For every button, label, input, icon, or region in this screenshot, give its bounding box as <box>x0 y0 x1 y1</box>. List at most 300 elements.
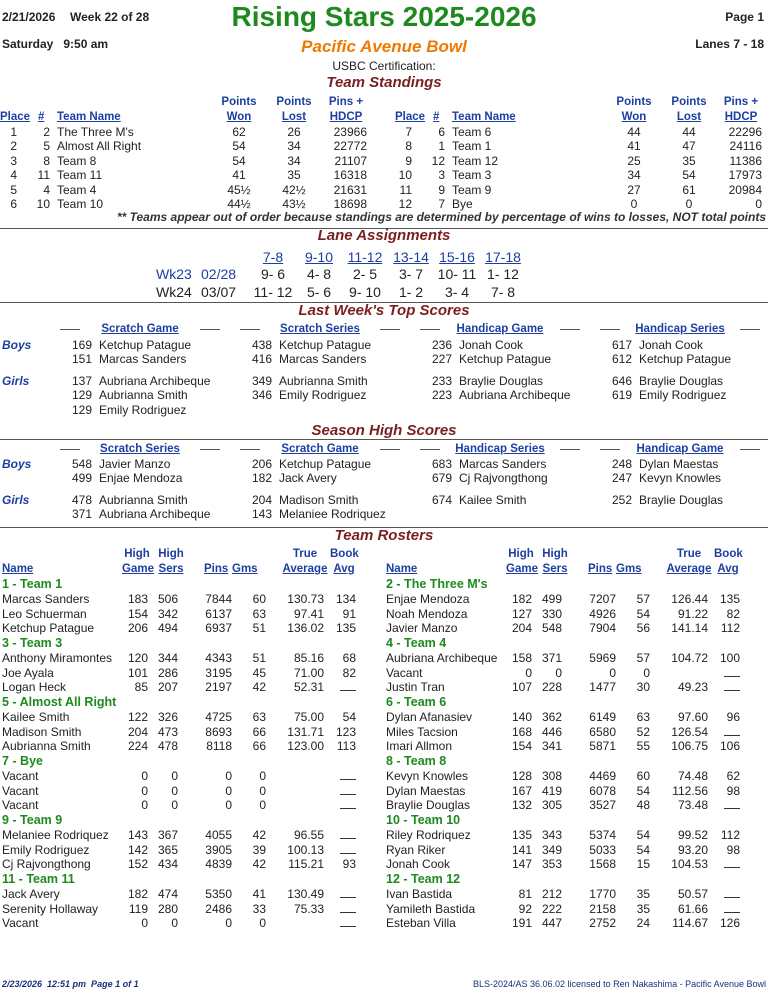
player-name: Vacant <box>2 783 39 798</box>
book-average: 135 <box>335 621 356 636</box>
score-entry <box>428 457 603 471</box>
roster-row <box>384 902 764 916</box>
place: 3 <box>10 153 17 168</box>
high-series: 286 <box>157 665 178 680</box>
col-header-pins: Pins <box>204 563 229 575</box>
lane-matchup: 1- 2 <box>398 284 424 300</box>
true-average: 136.02 <box>287 621 324 636</box>
high-series: 548 <box>541 621 562 636</box>
high-game: 85 <box>134 680 148 695</box>
team-header: 6 - Team 6 <box>386 695 447 709</box>
score: 129 <box>71 388 92 403</box>
week-date: 02/28 <box>201 266 237 282</box>
score-entry <box>248 388 423 402</box>
games: 54 <box>636 842 650 857</box>
book-average: 62 <box>726 769 740 783</box>
games: 54 <box>636 606 650 621</box>
pins: 4725 <box>205 710 232 724</box>
pins: 3195 <box>205 665 232 680</box>
lane-matchup: 11- 12 <box>253 284 293 300</box>
col-header-ta: Average <box>282 563 328 575</box>
pins: 4055 <box>205 828 232 842</box>
col-header-num: # <box>433 111 440 123</box>
place: 1 <box>10 125 17 139</box>
category-header: Scratch Series <box>80 443 200 455</box>
points-lost: 35 <box>287 168 301 183</box>
high-game: 154 <box>127 606 148 621</box>
games: 60 <box>636 769 650 783</box>
col-header-num: # <box>38 111 45 123</box>
pins: 7207 <box>589 592 616 606</box>
bowler-name: Jonah Cook <box>639 338 704 352</box>
true-average: 99.52 <box>677 828 708 842</box>
blank-line <box>724 681 740 691</box>
score: 137 <box>71 374 92 388</box>
player-name: Kevyn Knowles <box>386 769 469 783</box>
team-name: Team 10 <box>57 197 104 211</box>
bowler-name: Aubriana Archibeque <box>99 374 211 388</box>
high-series: 419 <box>541 783 562 798</box>
high-game: 81 <box>518 887 532 901</box>
pins-hdcp: 18698 <box>333 197 367 211</box>
high-game: 147 <box>511 857 532 872</box>
book-average <box>330 769 356 783</box>
high-series: 0 <box>171 798 178 813</box>
player-name: Javier Manzo <box>386 621 458 636</box>
book-average: 68 <box>342 651 356 665</box>
high-series: 330 <box>541 606 562 621</box>
season-high-title: Season High Scores <box>311 422 457 439</box>
high-series: 280 <box>157 901 178 916</box>
games: 63 <box>252 710 266 724</box>
player-name: Riley Rodriquez <box>386 828 471 842</box>
team-header: 11 - Team 11 <box>2 872 75 886</box>
high-series: 342 <box>157 606 178 621</box>
player-name: Logan Heck <box>2 680 67 695</box>
games: 63 <box>636 710 650 724</box>
col-header-hs-top: High <box>158 548 184 560</box>
games: 48 <box>636 798 650 813</box>
points-lost: 47 <box>682 139 696 154</box>
score-entry <box>68 471 243 485</box>
col-header-won: Won <box>226 111 252 123</box>
games: 0 <box>259 783 266 798</box>
player-name: Aubriana Archibeque <box>386 651 498 665</box>
pins: 0 <box>225 783 232 798</box>
pins: 6937 <box>205 621 232 636</box>
week-label: Week 22 of 28 <box>70 10 150 24</box>
high-game: 107 <box>511 680 532 695</box>
true-average: 75.00 <box>293 710 324 724</box>
high-series: 349 <box>541 842 562 857</box>
lane-pair-header: 9-10 <box>304 249 334 265</box>
team-number: 7 <box>438 197 445 211</box>
games: 41 <box>252 887 266 901</box>
true-average: 104.53 <box>671 857 708 872</box>
place: 8 <box>405 139 412 154</box>
blank-line <box>340 681 356 691</box>
true-average: 71.00 <box>293 665 324 680</box>
lane-matchup: 5- 6 <box>306 284 332 300</box>
team-header: 9 - Team 9 <box>2 813 63 827</box>
roster-row <box>0 607 380 621</box>
roster-row <box>0 710 380 724</box>
games: 0 <box>259 769 266 783</box>
points-lost: 42½ <box>282 182 306 197</box>
true-average: 52.31 <box>293 680 324 695</box>
score-entry <box>608 493 768 507</box>
col-header-place: Place <box>0 111 31 123</box>
roster-row <box>0 828 380 842</box>
col-header-name: Name <box>386 563 418 575</box>
pins: 6149 <box>589 710 616 724</box>
week-label: Wk24 <box>156 284 192 300</box>
player-name: Vacant <box>2 798 39 813</box>
high-series: 506 <box>157 592 178 606</box>
pins: 7844 <box>205 592 232 606</box>
true-average: 112.56 <box>672 783 708 798</box>
player-name: Vacant <box>2 916 39 931</box>
book-average <box>714 887 740 901</box>
col-header-hg: Game <box>506 563 538 575</box>
book-average <box>714 680 740 694</box>
high-series: 473 <box>157 724 178 739</box>
pins: 4839 <box>205 857 232 872</box>
pins-hdcp: 22296 <box>728 125 762 139</box>
girls-label: Girls <box>2 493 30 507</box>
book-average <box>330 828 356 842</box>
team-number: 11 <box>37 168 50 183</box>
high-series: 446 <box>541 724 562 739</box>
games: 66 <box>252 739 266 754</box>
roster-row <box>384 887 764 901</box>
high-series: 362 <box>541 710 562 724</box>
roster-row <box>384 680 764 694</box>
high-game: 183 <box>127 592 148 606</box>
score: 478 <box>71 493 92 507</box>
player-name: Yamileth Bastida <box>386 901 476 916</box>
pins-hdcp: 23966 <box>333 125 367 139</box>
player-name: Melaniee Rodriquez <box>2 828 109 842</box>
games: 24 <box>636 916 650 931</box>
roster-row <box>0 916 380 930</box>
high-series: 447 <box>541 916 562 931</box>
col-header-lost: Lost <box>676 111 702 123</box>
team-header: 7 - Bye <box>2 754 43 768</box>
bowler-name: Ketchup Patague <box>279 457 372 471</box>
roster-row <box>0 680 380 694</box>
score: 548 <box>71 457 92 471</box>
score-entry <box>68 352 243 366</box>
blank-line <box>724 903 740 913</box>
day-time: Saturday 9:50 am <box>2 37 109 51</box>
roster-row <box>384 916 764 930</box>
true-average: 115.21 <box>288 857 324 872</box>
score: 233 <box>431 374 452 388</box>
pins: 0 <box>225 769 232 783</box>
book-average: 112 <box>720 828 740 842</box>
roster-row <box>0 902 380 916</box>
team-name: Team 6 <box>452 125 492 139</box>
score-entry <box>68 338 243 352</box>
player-name: Madison Smith <box>2 724 82 739</box>
roster-row <box>384 843 764 857</box>
bowler-name: Kailee Smith <box>459 493 527 507</box>
col-header-pins-top: Pins + <box>723 96 759 108</box>
games: 60 <box>252 592 266 606</box>
book-average <box>330 798 356 812</box>
col-header-lost: Lost <box>281 111 307 123</box>
team-name: The Three M's <box>57 125 134 139</box>
roster-row <box>0 666 380 680</box>
team-number: 2 <box>43 125 50 139</box>
bowler-name: Aubriana Archibeque <box>99 507 211 522</box>
games: 57 <box>636 651 650 665</box>
score-entry <box>68 388 243 402</box>
score: 248 <box>611 457 632 471</box>
bowler-name: Jonah Cook <box>459 338 524 352</box>
pins-hdcp: 11386 <box>729 153 762 168</box>
high-game: 0 <box>141 798 148 813</box>
pins: 4343 <box>205 651 232 665</box>
score: 438 <box>251 338 272 352</box>
points-lost: 44 <box>682 125 696 139</box>
roster-row <box>0 887 380 901</box>
points-won: 41 <box>232 168 246 183</box>
footer-license: BLS-2024/AS 36.06.02 licensed to Ren Nakashima - Pacific Avenue Bowl <box>472 979 766 989</box>
pins: 3527 <box>589 798 616 813</box>
player-name: Esteban Villa <box>386 916 456 931</box>
book-average: 54 <box>342 710 356 724</box>
footer-print-info: 2/23/2026 12:51 pm Page 1 of 1 <box>2 979 139 989</box>
player-name: Marcas Sanders <box>2 592 90 606</box>
book-average <box>714 725 740 739</box>
true-average: 104.72 <box>671 651 708 665</box>
place: 4 <box>10 168 17 183</box>
blank-line <box>724 799 740 809</box>
games: 42 <box>252 828 266 842</box>
bowler-name: Emily Rodriguez <box>279 388 367 403</box>
games: 42 <box>252 857 266 872</box>
place: 5 <box>10 182 17 197</box>
pins: 4469 <box>589 769 616 783</box>
col-header-ta: Average <box>666 563 712 575</box>
pins: 2486 <box>205 901 232 916</box>
col-header-pins: HDCP <box>724 111 758 123</box>
team-name: Bye <box>452 197 473 211</box>
player-name: Noah Mendoza <box>386 606 468 621</box>
book-average: 100 <box>719 651 740 665</box>
col-header-hs: Sers <box>542 563 568 575</box>
book-average: 93 <box>342 857 356 872</box>
high-series: 0 <box>171 783 178 798</box>
score-entry <box>68 507 243 521</box>
pins: 5871 <box>589 739 616 754</box>
points-won: 54 <box>232 139 246 154</box>
high-game: 142 <box>127 842 148 857</box>
games: 45 <box>252 665 266 680</box>
col-header-ta-top: True <box>292 548 318 560</box>
lane-pair-header: 7-8 <box>262 249 284 265</box>
high-game: 154 <box>511 739 532 754</box>
bowler-name: Enjae Mendoza <box>99 471 183 486</box>
roster-row <box>384 607 764 621</box>
games: 57 <box>636 592 650 606</box>
high-series: 367 <box>157 828 178 842</box>
score: 143 <box>251 507 272 522</box>
high-series: 305 <box>541 798 562 813</box>
standings-row <box>0 154 380 168</box>
bowler-name: Madison Smith <box>279 493 359 507</box>
place: 9 <box>405 153 412 168</box>
girls-label: Girls <box>2 374 30 388</box>
player-name: Leo Schuerman <box>2 606 87 621</box>
points-won: 54 <box>232 153 246 168</box>
true-average: 130.49 <box>287 887 324 901</box>
book-average: 82 <box>726 606 740 621</box>
score: 247 <box>611 471 632 486</box>
place: 11 <box>399 182 412 197</box>
book-average: 126 <box>719 916 740 931</box>
score: 416 <box>251 352 272 367</box>
points-won: 25 <box>627 153 641 168</box>
book-average <box>330 784 356 798</box>
points-lost: 61 <box>682 182 696 197</box>
standings-row <box>395 183 768 197</box>
pins: 1770 <box>589 887 616 901</box>
high-game: 152 <box>127 857 148 872</box>
points-won: 34 <box>627 168 641 183</box>
pins-hdcp: 16318 <box>333 168 367 183</box>
team-number: 10 <box>36 197 50 211</box>
bowler-name: Marcas Sanders <box>279 352 367 367</box>
score: 252 <box>611 493 632 507</box>
score: 674 <box>431 493 452 507</box>
bowler-name: Ketchup Patague <box>99 338 192 352</box>
book-average <box>714 857 740 871</box>
team-name: Team 11 <box>57 168 103 183</box>
roster-row <box>0 592 380 606</box>
lanes-title: Lane Assignments <box>317 227 451 244</box>
player-name: Aubrianna Smith <box>2 739 91 754</box>
player-name: Ketchup Patague <box>2 621 95 636</box>
pins-hdcp: 21631 <box>333 182 367 197</box>
book-average: 96 <box>726 710 740 724</box>
score-entry <box>248 374 423 388</box>
book-average <box>330 887 356 901</box>
high-game: 122 <box>127 710 148 724</box>
pins-hdcp: 20984 <box>728 182 762 197</box>
lane-matchup: 9- 6 <box>260 266 286 282</box>
player-name: Joe Ayala <box>2 665 54 680</box>
page-number: Page 1 <box>725 10 764 24</box>
player-name: Dylan Afanasiev <box>386 710 473 724</box>
roster-row <box>0 651 380 665</box>
book-average: 135 <box>719 592 740 606</box>
team-number: 12 <box>431 153 445 168</box>
blank-line <box>724 888 740 898</box>
col-header-gms: Gms <box>616 563 642 575</box>
roster-row <box>384 666 764 680</box>
blank-line <box>340 903 356 913</box>
divider <box>0 439 768 440</box>
score-entry <box>428 493 603 507</box>
games: 54 <box>636 828 650 842</box>
games: 15 <box>636 857 650 872</box>
high-game: 143 <box>127 828 148 842</box>
team-number: 4 <box>43 182 50 197</box>
player-name: Serenity Hollaway <box>2 901 99 916</box>
team-number: 9 <box>438 182 445 197</box>
lane-matchup: 3- 7 <box>398 266 424 282</box>
col-header-hg: Game <box>122 563 154 575</box>
standings-row <box>395 154 768 168</box>
high-series: 365 <box>157 842 178 857</box>
col-header-name: Name <box>2 563 34 575</box>
col-header-ba: Avg <box>333 563 355 575</box>
score-entry <box>608 471 768 485</box>
high-series: 222 <box>541 901 562 916</box>
team-number: 1 <box>438 139 445 154</box>
col-header-pins-top: Pins + <box>328 96 364 108</box>
player-name: Miles Tacsion <box>386 724 458 739</box>
category-header: Handicap Series <box>440 443 560 455</box>
book-average: 113 <box>336 739 356 754</box>
roster-row <box>384 592 764 606</box>
roster-row <box>384 784 764 798</box>
high-game: 191 <box>511 916 532 931</box>
games: 35 <box>636 887 650 901</box>
points-lost: 34 <box>287 139 301 154</box>
bowler-name: Jack Avery <box>279 471 337 486</box>
score: 646 <box>611 374 632 388</box>
book-average: 134 <box>335 592 356 606</box>
true-average: 74.48 <box>677 769 708 783</box>
player-name: Ivan Bastida <box>386 887 453 901</box>
games: 33 <box>252 901 266 916</box>
points-won: 45½ <box>227 182 251 197</box>
score-entry <box>248 471 423 485</box>
score: 617 <box>611 338 632 352</box>
team-header: 4 - Team 4 <box>386 636 447 650</box>
boys-label: Boys <box>2 457 32 471</box>
games: 42 <box>252 680 266 695</box>
book-average <box>714 666 740 680</box>
roster-row <box>0 621 380 635</box>
high-series: 212 <box>541 887 562 901</box>
high-game: 119 <box>128 901 148 916</box>
roster-row <box>384 857 764 871</box>
points-lost: 0 <box>685 197 693 211</box>
blank-line <box>724 667 740 677</box>
points-won: 27 <box>627 182 641 197</box>
high-game: 204 <box>127 724 148 739</box>
score-entry <box>248 352 423 366</box>
high-series: 371 <box>541 651 562 665</box>
roster-row <box>0 798 380 812</box>
score-entry <box>608 388 768 402</box>
player-name: Jonah Cook <box>386 857 451 872</box>
points-won: 44 <box>627 125 641 139</box>
pins-hdcp: 22772 <box>333 139 367 154</box>
team-header: 12 - Team 12 <box>386 872 461 886</box>
score-entry <box>428 388 603 402</box>
book-average <box>714 798 740 812</box>
score: 206 <box>251 457 272 471</box>
score-entry <box>428 352 603 366</box>
bowler-name: Dylan Maestas <box>639 457 719 471</box>
team-header: 8 - Team 8 <box>386 754 447 768</box>
